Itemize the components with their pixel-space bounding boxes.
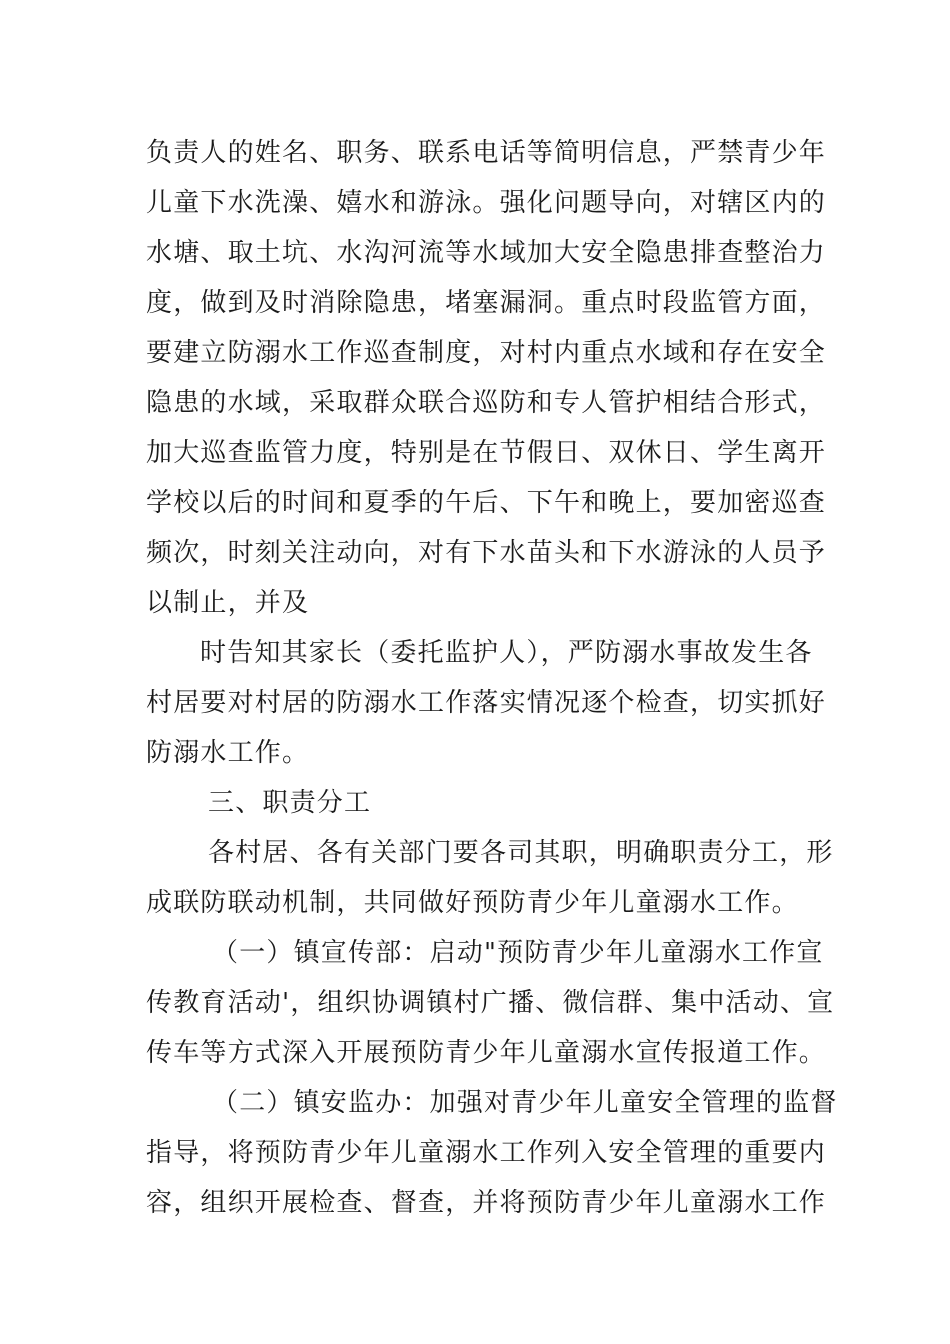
body-line-12: 村居要对村居的防溺水工作落实情况逐个检查，切实抓好 [146,688,827,718]
body-line-3: 水塘、取土坑、水沟河流等水域加大安全隐患排查整治力 [146,238,827,268]
body-line-21: 指导，将预防青少年儿童溺水工作列入安全管理的重要内 [146,1138,827,1168]
body-line-1: 负责人的姓名、职务、联系电话等简明信息，严禁青少年 [146,138,827,168]
body-line-16: 成联防联动机制，共同做好预防青少年儿童溺水工作。 [146,888,799,918]
body-line-8: 学校以后的时间和夏季的午后、下午和晚上，要加密巡查 [146,488,827,518]
body-line-9: 频次，时刻关注动向，对有下水苗头和下水游泳的人员予 [146,538,827,568]
section-heading: 三、职责分工 [208,788,372,818]
body-line-5: 要建立防溺水工作巡查制度，对村内重点水域和存在安全 [146,338,827,368]
body-line-13: 防溺水工作。 [146,738,310,768]
body-line-19: 传车等方式深入开展预防青少年儿童溺水宣传报道工作。 [146,1038,827,1068]
body-line-22: 容，组织开展检查、督查，并将预防青少年儿童溺水工作 [146,1188,827,1218]
body-line-17: （一）镇宣传部：启动"预防青少年儿童溺水工作宣 [212,938,824,968]
body-line-6: 隐患的水域，采取群众联合巡防和专人管护相结合形式， [146,388,827,418]
body-line-10: 以制止，并及 [146,588,310,618]
body-line-11: 时告知其家长（委托监护人），严防溺水事故发生各 [200,638,813,668]
body-line-2: 儿童下水洗澡、嬉水和游泳。强化问题导向，对辖区内的 [146,188,827,218]
body-line-20: （二）镇安监办：加强对青少年儿童安全管理的监督 [212,1088,838,1118]
body-line-18: 传教育活动'，组织协调镇村广播、微信群、集中活动、宣 [146,988,835,1018]
body-line-4: 度，做到及时消除隐患，堵塞漏洞。重点时段监管方面， [146,288,827,318]
body-line-15: 各村居、各有关部门要各司其职，明确职责分工，形 [208,838,834,868]
body-line-7: 加大巡查监管力度，特别是在节假日、双休日、学生离开 [146,438,827,468]
